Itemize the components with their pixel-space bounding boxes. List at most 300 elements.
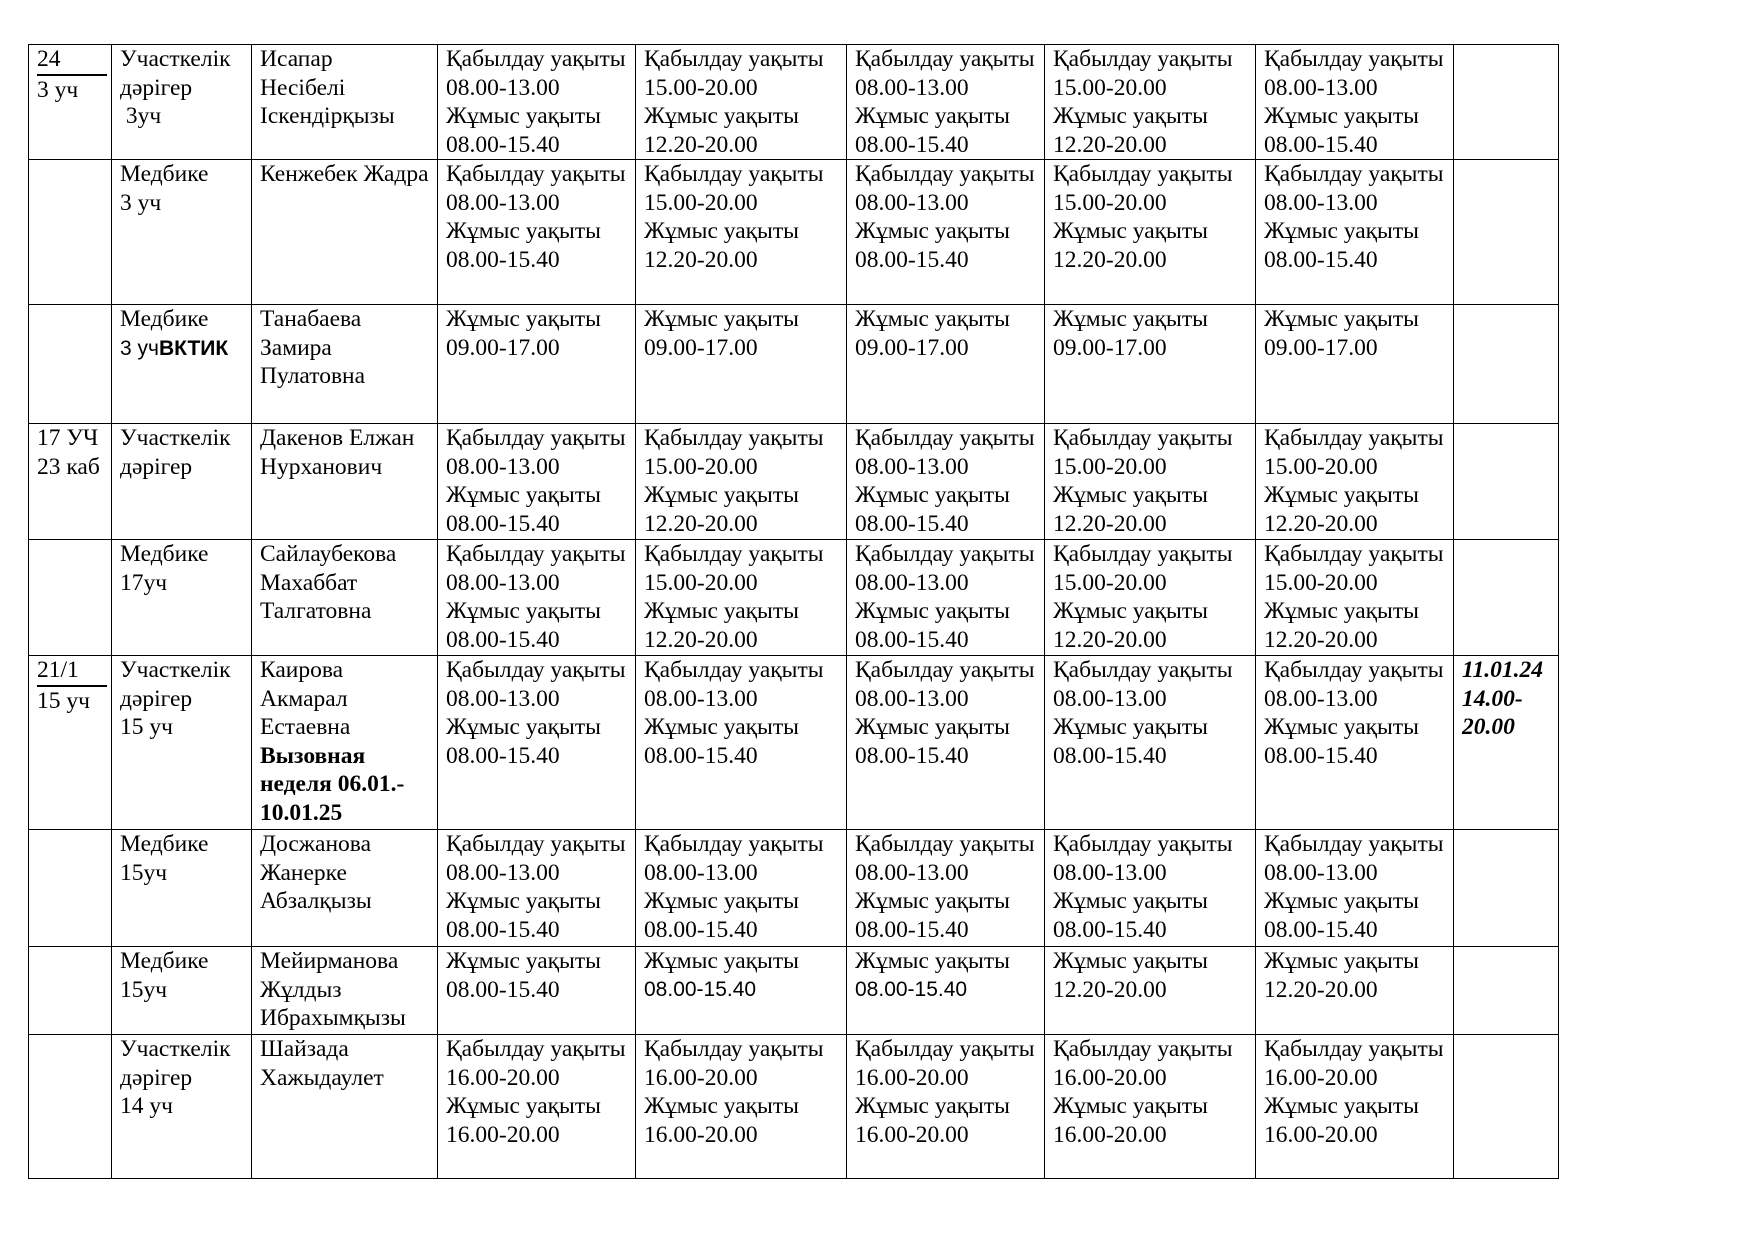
extra-cell bbox=[1454, 947, 1559, 1035]
schedule-time: 16.00-20.00 bbox=[644, 1121, 758, 1148]
role-line: 17уч bbox=[120, 569, 168, 596]
name-line: Жанерке bbox=[260, 859, 347, 886]
role-line: Медбике bbox=[120, 541, 209, 567]
unit-label: 15 уч bbox=[37, 687, 90, 714]
day-cell bbox=[1045, 540, 1256, 656]
schedule-time: 08.00-15.40 bbox=[855, 510, 969, 537]
day-cell bbox=[438, 1035, 636, 1179]
name-line: Махаббат bbox=[260, 569, 358, 596]
role-cell bbox=[112, 656, 252, 830]
role-line: дәрігер bbox=[120, 74, 193, 101]
schedule-label: Жұмыс уақыты bbox=[1053, 948, 1208, 974]
call-week-note: 10.01.25 bbox=[260, 799, 343, 826]
schedule-label: Қабылдау уақыты bbox=[644, 657, 824, 683]
day-cell bbox=[1045, 1035, 1256, 1179]
day-cell bbox=[847, 947, 1045, 1035]
extra-cell bbox=[1454, 305, 1559, 424]
day-cell bbox=[1045, 160, 1256, 305]
day-cell bbox=[636, 305, 847, 424]
unit-number: 24 bbox=[37, 45, 107, 76]
schedule-time: 15.00-20.00 bbox=[1053, 189, 1167, 216]
schedule-label: Жұмыс уақыты bbox=[644, 888, 799, 914]
day-cell bbox=[438, 45, 636, 160]
role-line: Участкелік bbox=[120, 425, 231, 451]
unit-number: 17 УЧ bbox=[37, 425, 99, 451]
day-cell bbox=[847, 1035, 1045, 1179]
extra-cell bbox=[1454, 45, 1559, 160]
schedule-time: 15.00-20.00 bbox=[1264, 453, 1378, 480]
schedule-label: Жұмыс уақыты bbox=[446, 306, 601, 332]
schedule-time: 16.00-20.00 bbox=[446, 1121, 560, 1148]
schedule-time: 12.20-20.00 bbox=[1264, 626, 1378, 653]
unit-cell bbox=[29, 540, 112, 656]
name-line: Досжанова bbox=[260, 831, 372, 857]
schedule-label: Жұмыс уақыты bbox=[855, 714, 1010, 740]
schedule-label: Жұмыс уақыты bbox=[446, 218, 601, 244]
day-cell bbox=[438, 540, 636, 656]
schedule-time: 09.00-17.00 bbox=[1053, 334, 1167, 361]
day-cell bbox=[1256, 1035, 1454, 1179]
schedule-label: Жұмыс уақыты bbox=[446, 714, 601, 740]
name-line: Шайзада bbox=[260, 1036, 349, 1062]
schedule-label: Жұмыс уақыты bbox=[446, 103, 601, 129]
schedule-label: Жұмыс уақыты bbox=[446, 1093, 601, 1119]
schedule-time: 08.00-13.00 bbox=[446, 189, 560, 216]
day-cell bbox=[1256, 424, 1454, 540]
schedule-label: Жұмыс уақыты bbox=[855, 306, 1010, 332]
name-cell bbox=[252, 160, 438, 305]
schedule-label: Жұмыс уақыты bbox=[446, 598, 601, 624]
name-cell bbox=[252, 947, 438, 1035]
unit-cell bbox=[29, 424, 112, 540]
schedule-time: 08.00-13.00 bbox=[855, 74, 969, 101]
day-cell bbox=[636, 1035, 847, 1179]
schedule-time: 16.00-20.00 bbox=[1264, 1064, 1378, 1091]
schedule-label: Жұмыс уақыты bbox=[855, 598, 1010, 624]
schedule-label: Қабылдау уақыты bbox=[446, 425, 626, 451]
extra-cell bbox=[1454, 1035, 1559, 1179]
schedule-time: 15.00-20.00 bbox=[1053, 74, 1167, 101]
day-cell bbox=[636, 830, 847, 947]
unit-cell bbox=[29, 305, 112, 424]
schedule-time: 08.00-15.40 bbox=[446, 510, 560, 537]
schedule-time: 08.00-15.40 bbox=[446, 131, 560, 158]
day-cell bbox=[636, 540, 847, 656]
role-line: 3уч bbox=[120, 103, 162, 129]
schedule-time: 08.00-15.40 bbox=[1264, 131, 1378, 158]
schedule-time: 15.00-20.00 bbox=[644, 453, 758, 480]
schedule-label: Қабылдау уақыты bbox=[644, 1036, 824, 1062]
schedule-label: Қабылдау уақыты bbox=[1053, 425, 1233, 451]
schedule-time: 08.00-15.40 bbox=[644, 916, 758, 943]
day-cell bbox=[847, 45, 1045, 160]
day-cell bbox=[636, 656, 847, 830]
schedule-time: 08.00-13.00 bbox=[1053, 859, 1167, 886]
schedule-time: 08.00-15.40 bbox=[855, 977, 968, 1001]
day-cell bbox=[636, 424, 847, 540]
schedule-time: 08.00-15.40 bbox=[855, 626, 969, 653]
day-cell bbox=[438, 305, 636, 424]
schedule-time: 15.00-20.00 bbox=[1264, 569, 1378, 596]
role-line: Медбике bbox=[120, 948, 209, 974]
extra-cell bbox=[1454, 540, 1559, 656]
role-cell bbox=[112, 160, 252, 305]
schedule-time: 08.00-13.00 bbox=[1264, 189, 1378, 216]
call-week-note: Вызовная bbox=[260, 742, 366, 769]
schedule-time: 08.00-13.00 bbox=[855, 859, 969, 886]
day-cell bbox=[438, 830, 636, 947]
day-cell bbox=[1256, 656, 1454, 830]
name-cell bbox=[252, 45, 438, 160]
name-line: Танабаева bbox=[260, 306, 362, 332]
schedule-label: Қабылдау уақыты bbox=[1053, 831, 1233, 857]
schedule-time: 08.00-15.40 bbox=[1264, 246, 1378, 273]
schedule-label: Жұмыс уақыты bbox=[446, 888, 601, 914]
schedule-label: Қабылдау уақыты bbox=[855, 657, 1035, 683]
schedule-label: Қабылдау уақыты bbox=[1053, 46, 1233, 72]
extra-cell bbox=[1454, 656, 1559, 830]
day-cell bbox=[847, 540, 1045, 656]
day-cell bbox=[438, 656, 636, 830]
schedule-time: 08.00-13.00 bbox=[1264, 859, 1378, 886]
day-cell bbox=[1045, 656, 1256, 830]
day-cell bbox=[1045, 424, 1256, 540]
table-row bbox=[29, 424, 1559, 540]
day-cell bbox=[438, 160, 636, 305]
name-line: Абзалқызы bbox=[260, 888, 372, 914]
role-cell bbox=[112, 45, 252, 160]
role-cell bbox=[112, 830, 252, 947]
schedule-label: Жұмыс уақыты bbox=[1264, 598, 1419, 624]
unit-cell bbox=[29, 947, 112, 1035]
day-cell bbox=[438, 424, 636, 540]
schedule-label: Қабылдау уақыты bbox=[644, 831, 824, 857]
schedule-time: 08.00-15.40 bbox=[644, 742, 758, 769]
schedule-label: Жұмыс уақыты bbox=[1264, 948, 1419, 974]
schedule-label: Жұмыс уақыты bbox=[855, 218, 1010, 244]
schedule-label: Қабылдау уақыты bbox=[1053, 161, 1233, 187]
schedule-label: Қабылдау уақыты bbox=[644, 541, 824, 567]
day-cell bbox=[636, 160, 847, 305]
role-cell bbox=[112, 305, 252, 424]
table-row bbox=[29, 947, 1559, 1035]
name-line: Хажыдаулет bbox=[260, 1064, 384, 1091]
schedule-time: 08.00-15.40 bbox=[446, 742, 560, 769]
schedule-label: Қабылдау уақыты bbox=[1053, 541, 1233, 567]
schedule-label: Қабылдау уақыты bbox=[855, 161, 1035, 187]
table-row bbox=[29, 160, 1559, 305]
day-cell bbox=[438, 947, 636, 1035]
name-line: Естаевна bbox=[260, 714, 351, 740]
schedule-label: Жұмыс уақыты bbox=[855, 103, 1010, 129]
day-cell bbox=[1256, 160, 1454, 305]
table-row bbox=[29, 830, 1559, 947]
day-cell bbox=[847, 830, 1045, 947]
table-row bbox=[29, 1035, 1559, 1179]
name-line: Акмарал bbox=[260, 685, 348, 712]
day-cell bbox=[1045, 947, 1256, 1035]
schedule-label: Қабылдау уақыты bbox=[446, 46, 626, 72]
schedule-label: Қабылдау уақыты bbox=[855, 541, 1035, 567]
schedule-label: Жұмыс уақыты bbox=[644, 714, 799, 740]
schedule-time: 08.00-13.00 bbox=[855, 189, 969, 216]
schedule-label: Қабылдау уақыты bbox=[855, 46, 1035, 72]
day-cell bbox=[1256, 830, 1454, 947]
role-line: Участкелік bbox=[120, 657, 231, 683]
extra-cell bbox=[1454, 160, 1559, 305]
schedule-time: 08.00-13.00 bbox=[855, 569, 969, 596]
role-line: дәрігер bbox=[120, 453, 193, 480]
name-line: Талгатовна bbox=[260, 598, 372, 624]
schedule-label: Жұмыс уақыты bbox=[1264, 103, 1419, 129]
role-line: Медбике bbox=[120, 306, 209, 332]
role-line: 15 уч bbox=[120, 714, 173, 740]
role-line: Медбике bbox=[120, 161, 209, 187]
schedule-time: 08.00-13.00 bbox=[446, 569, 560, 596]
schedule-label: Жұмыс уақыты bbox=[1264, 306, 1419, 332]
schedule-label: Жұмыс уақыты bbox=[644, 218, 799, 244]
schedule-time: 08.00-15.40 bbox=[1264, 742, 1378, 769]
schedule-label: Жұмыс уақыты bbox=[446, 948, 601, 974]
unit-cell bbox=[29, 45, 112, 160]
name-cell bbox=[252, 1035, 438, 1179]
unit-label: 3 уч bbox=[37, 76, 79, 103]
schedule-time: 15.00-20.00 bbox=[1053, 569, 1167, 596]
schedule-label: Жұмыс уақыты bbox=[855, 948, 1010, 974]
day-cell bbox=[1045, 45, 1256, 160]
schedule-label: Жұмыс уақыты bbox=[644, 598, 799, 624]
schedule-label: Жұмыс уақыты bbox=[1053, 218, 1208, 244]
name-cell bbox=[252, 305, 438, 424]
schedule-time: 12.20-20.00 bbox=[1264, 976, 1378, 1003]
schedule-time: 08.00-15.40 bbox=[446, 976, 560, 1003]
schedule-label: Жұмыс уақыты bbox=[1264, 888, 1419, 914]
schedule-time: 12.20-20.00 bbox=[644, 131, 758, 158]
schedule-label: Қабылдау уақыты bbox=[446, 657, 626, 683]
role-unit-text: 3 уч bbox=[120, 336, 159, 360]
name-line: Исапар bbox=[260, 46, 333, 72]
schedule-time: 12.20-20.00 bbox=[644, 626, 758, 653]
role-cell bbox=[112, 1035, 252, 1179]
unit-cell bbox=[29, 160, 112, 305]
schedule-time: 15.00-20.00 bbox=[644, 569, 758, 596]
schedule-time: 15.00-20.00 bbox=[644, 74, 758, 101]
role-cell bbox=[112, 424, 252, 540]
schedule-label: Жұмыс уақыты bbox=[1264, 714, 1419, 740]
day-cell bbox=[1256, 305, 1454, 424]
schedule-time: 12.20-20.00 bbox=[1053, 976, 1167, 1003]
day-cell bbox=[1256, 947, 1454, 1035]
schedule-label: Жұмыс уақыты bbox=[1264, 482, 1419, 508]
schedule-time: 12.20-20.00 bbox=[1053, 246, 1167, 273]
schedule-time: 08.00-13.00 bbox=[1264, 685, 1378, 712]
table-row bbox=[29, 305, 1559, 424]
unit-number: 21/1 bbox=[37, 656, 107, 687]
role-line: 15уч bbox=[120, 859, 168, 886]
schedule-label: Жұмыс уақыты bbox=[1053, 714, 1208, 740]
schedule-label: Қабылдау уақыты bbox=[1264, 657, 1444, 683]
extra-time: 14.00- bbox=[1462, 685, 1523, 712]
name-line: Кенжебек Жадра bbox=[260, 161, 429, 187]
role-line: Участкелік bbox=[120, 46, 231, 72]
schedule-label: Қабылдау уақыты bbox=[1053, 657, 1233, 683]
schedule-time: 09.00-17.00 bbox=[446, 334, 560, 361]
name-line: Мейирманова bbox=[260, 948, 399, 974]
schedule-label: Жұмыс уақыты bbox=[1053, 103, 1208, 129]
schedule-time: 16.00-20.00 bbox=[1264, 1121, 1378, 1148]
role-line: Медбике bbox=[120, 831, 209, 857]
schedule-label: Қабылдау уақыты bbox=[446, 831, 626, 857]
schedule-time: 09.00-17.00 bbox=[644, 334, 758, 361]
schedule-time: 09.00-17.00 bbox=[855, 334, 969, 361]
schedule-time: 08.00-13.00 bbox=[446, 453, 560, 480]
schedule-time: 15.00-20.00 bbox=[644, 189, 758, 216]
schedule-time: 08.00-15.40 bbox=[855, 916, 969, 943]
schedule-time: 12.20-20.00 bbox=[1053, 626, 1167, 653]
name-line: Каирова bbox=[260, 657, 344, 683]
schedule-label: Қабылдау уақыты bbox=[644, 425, 824, 451]
schedule-time: 08.00-15.40 bbox=[446, 916, 560, 943]
table-row bbox=[29, 45, 1559, 160]
schedule-label: Жұмыс уақыты bbox=[644, 1093, 799, 1119]
schedule-time: 08.00-15.40 bbox=[644, 977, 757, 1001]
schedule-label: Жұмыс уақыты bbox=[855, 888, 1010, 914]
name-line: Жұлдыз bbox=[260, 976, 342, 1003]
role-department-text: ВКТИК bbox=[158, 336, 229, 360]
schedule-time: 08.00-15.40 bbox=[1264, 916, 1378, 943]
schedule-label: Қабылдау уақыты bbox=[1264, 425, 1444, 451]
name-line: Несібелі bbox=[260, 74, 346, 101]
name-cell bbox=[252, 540, 438, 656]
role-line: 3 уч bbox=[120, 189, 162, 216]
schedule-label: Қабылдау уақыты bbox=[644, 161, 824, 187]
schedule-label: Қабылдау уақыты bbox=[1264, 541, 1444, 567]
schedule-time: 12.20-20.00 bbox=[644, 246, 758, 273]
schedule-label: Қабылдау уақыты bbox=[1264, 46, 1444, 72]
day-cell bbox=[1256, 540, 1454, 656]
day-cell bbox=[847, 305, 1045, 424]
day-cell bbox=[1045, 830, 1256, 947]
role-line: 14 уч bbox=[120, 1093, 173, 1119]
schedule-label: Жұмыс уақыты bbox=[644, 103, 799, 129]
schedule-time: 15.00-20.00 bbox=[1053, 453, 1167, 480]
name-cell bbox=[252, 424, 438, 540]
schedule-label: Жұмыс уақыты bbox=[1053, 888, 1208, 914]
schedule-label: Қабылдау уақыты bbox=[644, 46, 824, 72]
schedule-label: Жұмыс уақыты bbox=[1053, 482, 1208, 508]
schedule-time: 12.20-20.00 bbox=[644, 510, 758, 537]
schedule-label: Жұмыс уақыты bbox=[1053, 306, 1208, 332]
name-line: Замира bbox=[260, 334, 332, 361]
schedule-time: 09.00-17.00 bbox=[1264, 334, 1378, 361]
name-cell bbox=[252, 656, 438, 830]
name-cell bbox=[252, 830, 438, 947]
schedule-time: 08.00-15.40 bbox=[855, 131, 969, 158]
schedule-time: 08.00-15.40 bbox=[1053, 916, 1167, 943]
schedule-label: Жұмыс уақыты bbox=[644, 306, 799, 332]
schedule-time: 08.00-15.40 bbox=[446, 246, 560, 273]
table-row bbox=[29, 540, 1559, 656]
unit-cell bbox=[29, 656, 112, 830]
day-cell bbox=[847, 656, 1045, 830]
schedule-label: Қабылдау уақыты bbox=[446, 541, 626, 567]
schedule-table bbox=[28, 44, 1559, 1179]
schedule-time: 08.00-13.00 bbox=[446, 685, 560, 712]
schedule-label: Қабылдау уақыты bbox=[446, 1036, 626, 1062]
schedule-time: 16.00-20.00 bbox=[644, 1064, 758, 1091]
name-line: Іскендірқызы bbox=[260, 103, 395, 129]
role-line: дәрігер bbox=[120, 685, 193, 712]
schedule-label: Қабылдау уақыты bbox=[1053, 1036, 1233, 1062]
schedule-label: Жұмыс уақыты bbox=[1264, 218, 1419, 244]
schedule-time: 12.20-20.00 bbox=[1264, 510, 1378, 537]
role-line: дәрігер bbox=[120, 1064, 193, 1091]
table-row bbox=[29, 656, 1559, 830]
schedule-label: Жұмыс уақыты bbox=[446, 482, 601, 508]
schedule-label: Қабылдау уақыты bbox=[855, 425, 1035, 451]
name-line: Ибрахымқызы bbox=[260, 1005, 406, 1031]
schedule-label: Жұмыс уақыты bbox=[855, 482, 1010, 508]
day-cell bbox=[847, 160, 1045, 305]
role-line: 15уч bbox=[120, 976, 168, 1003]
role-line: Участкелік bbox=[120, 1036, 231, 1062]
day-cell bbox=[636, 947, 847, 1035]
schedule-time: 12.20-20.00 bbox=[1053, 131, 1167, 158]
schedule-label: Қабылдау уақыты bbox=[1264, 1036, 1444, 1062]
schedule-label: Жұмыс уақыты bbox=[644, 482, 799, 508]
schedule-time: 08.00-15.40 bbox=[1053, 742, 1167, 769]
schedule-time: 08.00-15.40 bbox=[446, 626, 560, 653]
schedule-label: Жұмыс уақыты bbox=[644, 948, 799, 974]
schedule-time: 16.00-20.00 bbox=[855, 1121, 969, 1148]
extra-cell bbox=[1454, 830, 1559, 947]
name-line: Пулатовна bbox=[260, 363, 366, 389]
schedule-label: Қабылдау уақыты bbox=[1264, 831, 1444, 857]
unit-label: 23 каб bbox=[37, 453, 100, 480]
schedule-label: Қабылдау уақыты bbox=[446, 161, 626, 187]
schedule-label: Қабылдау уақыты bbox=[855, 831, 1035, 857]
schedule-time: 08.00-15.40 bbox=[855, 246, 969, 273]
schedule-label: Жұмыс уақыты bbox=[855, 1093, 1010, 1119]
extra-date: 11.01.24 bbox=[1462, 657, 1543, 683]
schedule-time: 16.00-20.00 bbox=[1053, 1064, 1167, 1091]
extra-time: 20.00 bbox=[1462, 714, 1515, 740]
schedule-time: 08.00-13.00 bbox=[1053, 685, 1167, 712]
schedule-time: 08.00-13.00 bbox=[855, 685, 969, 712]
schedule-time: 08.00-15.40 bbox=[855, 742, 969, 769]
schedule-label: Қабылдау уақыты bbox=[855, 1036, 1035, 1062]
schedule-label: Қабылдау уақыты bbox=[1264, 161, 1444, 187]
schedule-time: 16.00-20.00 bbox=[446, 1064, 560, 1091]
schedule-time: 12.20-20.00 bbox=[1053, 510, 1167, 537]
name-line: Дакенов Елжан bbox=[260, 425, 415, 451]
schedule-time: 08.00-13.00 bbox=[644, 685, 758, 712]
day-cell bbox=[636, 45, 847, 160]
day-cell bbox=[1256, 45, 1454, 160]
day-cell bbox=[847, 424, 1045, 540]
schedule-time: 08.00-13.00 bbox=[855, 453, 969, 480]
schedule-sheet bbox=[28, 44, 1559, 1179]
schedule-label: Жұмыс уақыты bbox=[1053, 1093, 1208, 1119]
schedule-label: Жұмыс уақыты bbox=[1264, 1093, 1419, 1119]
role-line bbox=[120, 334, 247, 364]
unit-cell bbox=[29, 830, 112, 947]
role-cell bbox=[112, 947, 252, 1035]
role-cell bbox=[112, 540, 252, 656]
schedule-label: Жұмыс уақыты bbox=[1053, 598, 1208, 624]
unit-cell bbox=[29, 1035, 112, 1179]
schedule-time: 08.00-13.00 bbox=[446, 74, 560, 101]
